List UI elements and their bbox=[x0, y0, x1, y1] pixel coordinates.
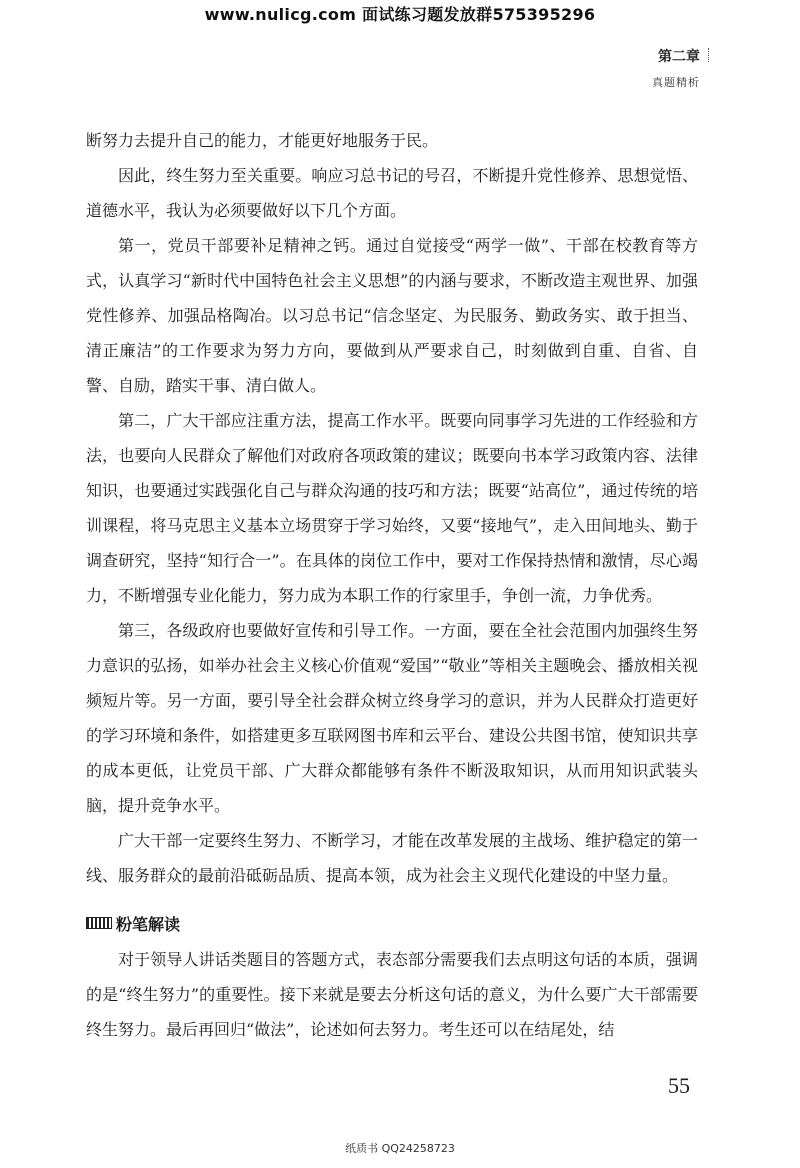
paragraph: 第三，各级政府也要做好宣传和引导工作。一方面，要在全社会范围内加强终生努力意识的弘扬，如举办社会主义核心价值观“爱国”“敬业”等相关主题晚会、播放相关视频短片等。另一方面，要引导全社会群众树立终身学习的意识，并为人民群众打造更好的学习环境和条件，如搭建更多互联网图书库和云平台、建设公共图书馆，使知识共享的成本更低，让党员干部、广大群众都能够有条件不断汲取知识，从而用知识武装头脑，提升竞争水平。 bbox=[86, 621, 698, 815]
chapter-header bbox=[652, 46, 700, 90]
paragraph: 第二，广大干部应注重方法，提高工作水平。既要向同事学习先进的工作经验和方法，也要向人民群众了解他们对政府各项政策的建议；既要向书本学习政策内容、法律知识，也要通过实践强化自己与群众沟通的技巧和方法；既要“站高位”，通过传统的培训课程，将马克思主义基本立场贯穿于学习始终，又要“接地气”，走入田间地头、勤于调查研究，坚持“知行合一”。在具体的岗位工作中，要对工作保持热情和激情，尽心竭力，不断增强专业化能力，努力成为本职工作的行家里手，争创一流，力争优秀。 bbox=[86, 411, 698, 605]
chapter-divider bbox=[708, 48, 710, 62]
main-text bbox=[86, 123, 698, 893]
section-text bbox=[86, 942, 698, 1047]
paragraph: 第一，党员干部要补足精神之钙。通过自觉接受“两学一做”、干部在校教育等方式，认真学习“新时代中国特色社会主义思想”的内涵与要求，不断改造主观世界、加强党性修养、加强品格陶冶。以习总书记“信念坚定、为民服务、勤政务实、敢于担当、清正廉洁”的工作要求为努力方向，要做到从严要求自己，时刻做到自重、自省、自警、自励，踏实干事、清白做人。 bbox=[86, 236, 698, 395]
section-heading bbox=[86, 908, 698, 938]
footer-note: 纸质书 QQ24258723 bbox=[345, 1142, 455, 1155]
page-number: 55 bbox=[668, 1073, 690, 1098]
section-marker-icon bbox=[86, 917, 112, 929]
chapter-subtitle: 真题精析 bbox=[652, 76, 700, 89]
top-banner: www.nulicg.com 面试练习题发放群575395296 bbox=[204, 5, 596, 24]
paragraph-continuation: 断努力去提升自己的能力，才能更好地服务于民。 bbox=[86, 131, 439, 150]
paragraph: 广大干部一定要终生努力、不断学习，才能在改革发展的主战场、维护稳定的第一线、服务群众的最前沿砥砺品质、提高本领，成为社会主义现代化建设的中坚力量。 bbox=[86, 831, 698, 885]
section-title: 粉笔解读 bbox=[116, 914, 181, 934]
paragraph: 因此，终生努力至关重要。响应习总书记的号召，不断提升党性修养、思想觉悟、道德水平，我认为必须要做好以下几个方面。 bbox=[86, 166, 698, 220]
chapter-title: 第二章 bbox=[658, 49, 700, 65]
paragraph: 对于领导人讲话类题目的答题方式，表态部分需要我们去点明这句话的本质，强调的是“终生努力”的重要性。接下来就是要去分析这句话的意义，为什么要广大干部需要终生努力。最后再回归“做法”，论述如何去努力。考生还可以在结尾处，结 bbox=[86, 950, 698, 1039]
